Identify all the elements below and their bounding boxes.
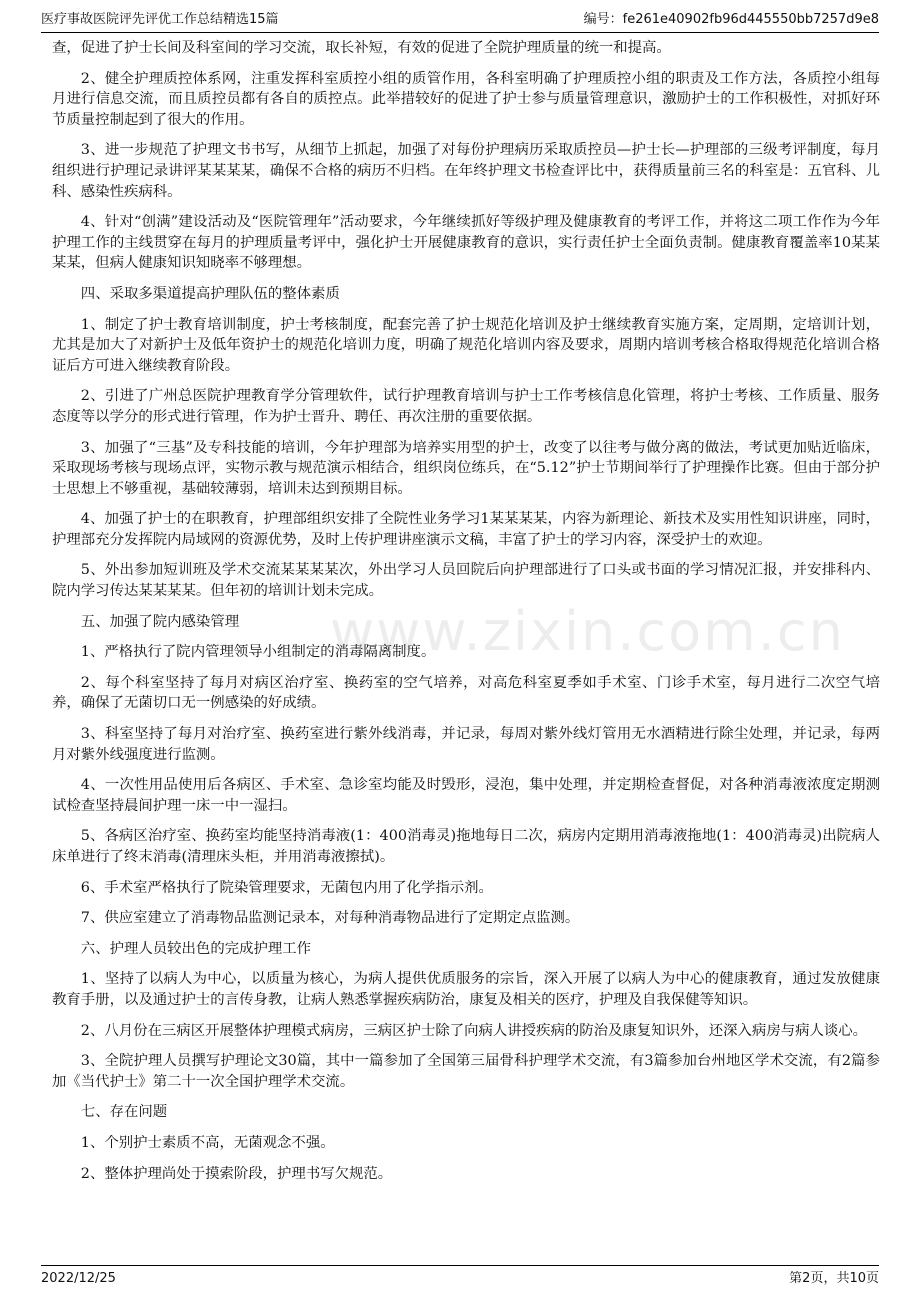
page-header bbox=[41, 10, 879, 33]
paragraph: 7、供应室建立了消毒物品监测记录本，对每种消毒物品进行了定期定点监测。 bbox=[80, 910, 580, 927]
footer-date: 2022/12/25 bbox=[41, 1271, 116, 1286]
section-heading: 七、存在问题 bbox=[80, 1104, 168, 1121]
paragraph: 2、健全护理质控体系网，注重发挥科室质控小组的质管作用，各科室明确了护理质控小组的职责及工作方法，各质控小组每月进行信息交流，而且质控员都有各自的质控点。此举措较好的促进了护士参与质量管理意识，激励护士的工作积极性，对抓好环节质量控制起到了很大的作用。 bbox=[52, 70, 880, 128]
paragraph: 查，促进了护士长间及科室间的学习交流，取长补短，有效的促进了全院护理质量的统一和提高。 bbox=[52, 40, 671, 56]
paragraph: 2、八月份在三病区开展整体护理模式病房，三病区护士除了向病人讲授疾病的防治及康复知识外，还深入病房与病人谈心。 bbox=[80, 1022, 868, 1039]
document-title: 医疗事故医院评先评优工作总结精选15篇 bbox=[41, 12, 279, 27]
page-number: 第2页，共10页 bbox=[789, 1271, 879, 1286]
paragraph: 4、一次性用品使用后各病区、手术室、急诊室均能及时毁形，浸泡，集中处理，并定期检查督促，对各种消毒液浓度定期测试检查坚持晨间护理一床一中一湿扫。 bbox=[52, 777, 880, 814]
paragraph: 3、加强了“三基”及专科技能的培训，今年护理部为培养实用型的护士，改变了以往考与做分离的做法，考试更加贴近临床，采取现场考核与现场点评，实物示教与规范演示相结合，组织岗位练兵，在“5.12”护士节期间举行了护理操作比赛。但由于部分护士思想上不够重视，基础较薄弱，培训未达到预期目标。 bbox=[52, 439, 880, 497]
paragraph: 4、加强了护士的在职教育，护理部组织安排了全院性业务学习1某某某某，内容为新理论、新技术及实用性知识讲座，同时，护理部充分发挥院内局域网的资源优势，及时上传护理讲座演示文稿，丰富了护士的学习内容，深受护士的欢迎。 bbox=[52, 511, 880, 548]
paragraph: 1、严格执行了院内管理领导小组制定的消毒隔离制度。 bbox=[80, 644, 436, 661]
section-heading: 四、采取多渠道提高护理队伍的整体素质 bbox=[80, 285, 340, 302]
paragraph: 3、全院护理人员撰写护理论文30篇，其中一篇参加了全国第三届骨科护理学术交流，有3篇参加台州地区学术交流，有2篇参加《当代护士》第二十一次全国护理学术交流。 bbox=[52, 1053, 880, 1090]
document-body bbox=[52, 38, 880, 1194]
section-heading: 六、护理人员较出色的完成护理工作 bbox=[80, 940, 312, 957]
paragraph: 2、整体护理尚处于摸索阶段，护理书写欠规范。 bbox=[80, 1165, 393, 1182]
document-id: 编号：fe261e40902fb96d445550bb7257d9e8 bbox=[583, 12, 879, 27]
paragraph: 4、针对“创满”建设活动及“医院管理年”活动要求，今年继续抓好等级护理及健康教育的考评工作，并将这二项工作作为今年护理工作的主线贯穿在每月的护理质量考评中，强化护士开展健康教育的意识，实行责任护士全面负责制。健康教育覆盖率10某某某某，但病人健康知识知晓率不够理想。 bbox=[52, 214, 880, 272]
paragraph: 3、进一步规范了护理文书书写，从细节上抓起，加强了对每份护理病历采取质控员—护士长—护理部的三级考评制度，每月组织进行护理记录讲评某某某某，确保不合格的病历不归档。在年终护理文书检查评比中，获得质量前三名的科室是：五官科、儿科、感染性疾病科。 bbox=[52, 142, 880, 200]
section-heading: 五、加强了院内感染管理 bbox=[80, 613, 240, 630]
watermark: www.zixin.com.cn bbox=[330, 600, 845, 663]
paragraph: 6、手术室严格执行了院染管理要求，无菌包内用了化学指示剂。 bbox=[80, 879, 493, 896]
paragraph: 5、各病区治疗室、换药室均能坚持消毒液(1：400消毒灵)拖地每日二次，病房内定期用消毒液拖地(1：400消毒灵)出院病人床单进行了终末消毒(清理床头柜，并用消毒液擦拭)。 bbox=[52, 828, 880, 865]
paragraph: 1、个别护士素质不高，无菌观念不强。 bbox=[80, 1134, 335, 1151]
page-footer bbox=[41, 1265, 879, 1288]
paragraph: 1、坚持了以病人为中心，以质量为核心，为病人提供优质服务的宗旨，深入开展了以病人为中心的健康教育，通过发放健康教育手册，以及通过护士的言传身教，让病人熟悉掌握疾病防治，康复及相关的医疗，护理及自我保健等知识。 bbox=[52, 971, 880, 1008]
paragraph: 5、外出参加短训班及学术交流某某某某次，外出学习人员回院后向护理部进行了口头或书面的学习情况汇报，并安排科内、院内学习传达某某某某。但年初的培训计划未完成。 bbox=[52, 562, 880, 600]
paragraph: 3、科室坚持了每月对治疗室、换药室进行紫外线消毒，并记录，每周对紫外线灯管用无水酒精进行除尘处理，并记录，每两月对紫外线强度进行监测。 bbox=[52, 726, 880, 763]
paragraph: 2、每个科室坚持了每月对病区治疗室、换药室的空气培养，对高危科室夏季如手术室、门诊手术室，每月进行二次空气培养，确保了无菌切口无一例感染的好成绩。 bbox=[52, 674, 880, 712]
paragraph: 1、制定了护士教育培训制度，护士考核制度，配套完善了护士规范化培训及护士继续教育实施方案，定周期，定培训计划，尤其是加大了对新护士及低年资护士的规范化培训力度，明确了规范化培训内容及要求，周期内培训考核合格取得规范化培训合格证后方可进入继续教育阶段。 bbox=[52, 316, 880, 374]
paragraph: 2、引进了广州总医院护理教育学分管理软件，试行护理教育培训与护士工作考核信息化管理，将护士考核、工作质量、服务态度等以学分的形式进行管理，作为护士晋升、聘任、再次注册的重要依据。 bbox=[52, 388, 880, 425]
